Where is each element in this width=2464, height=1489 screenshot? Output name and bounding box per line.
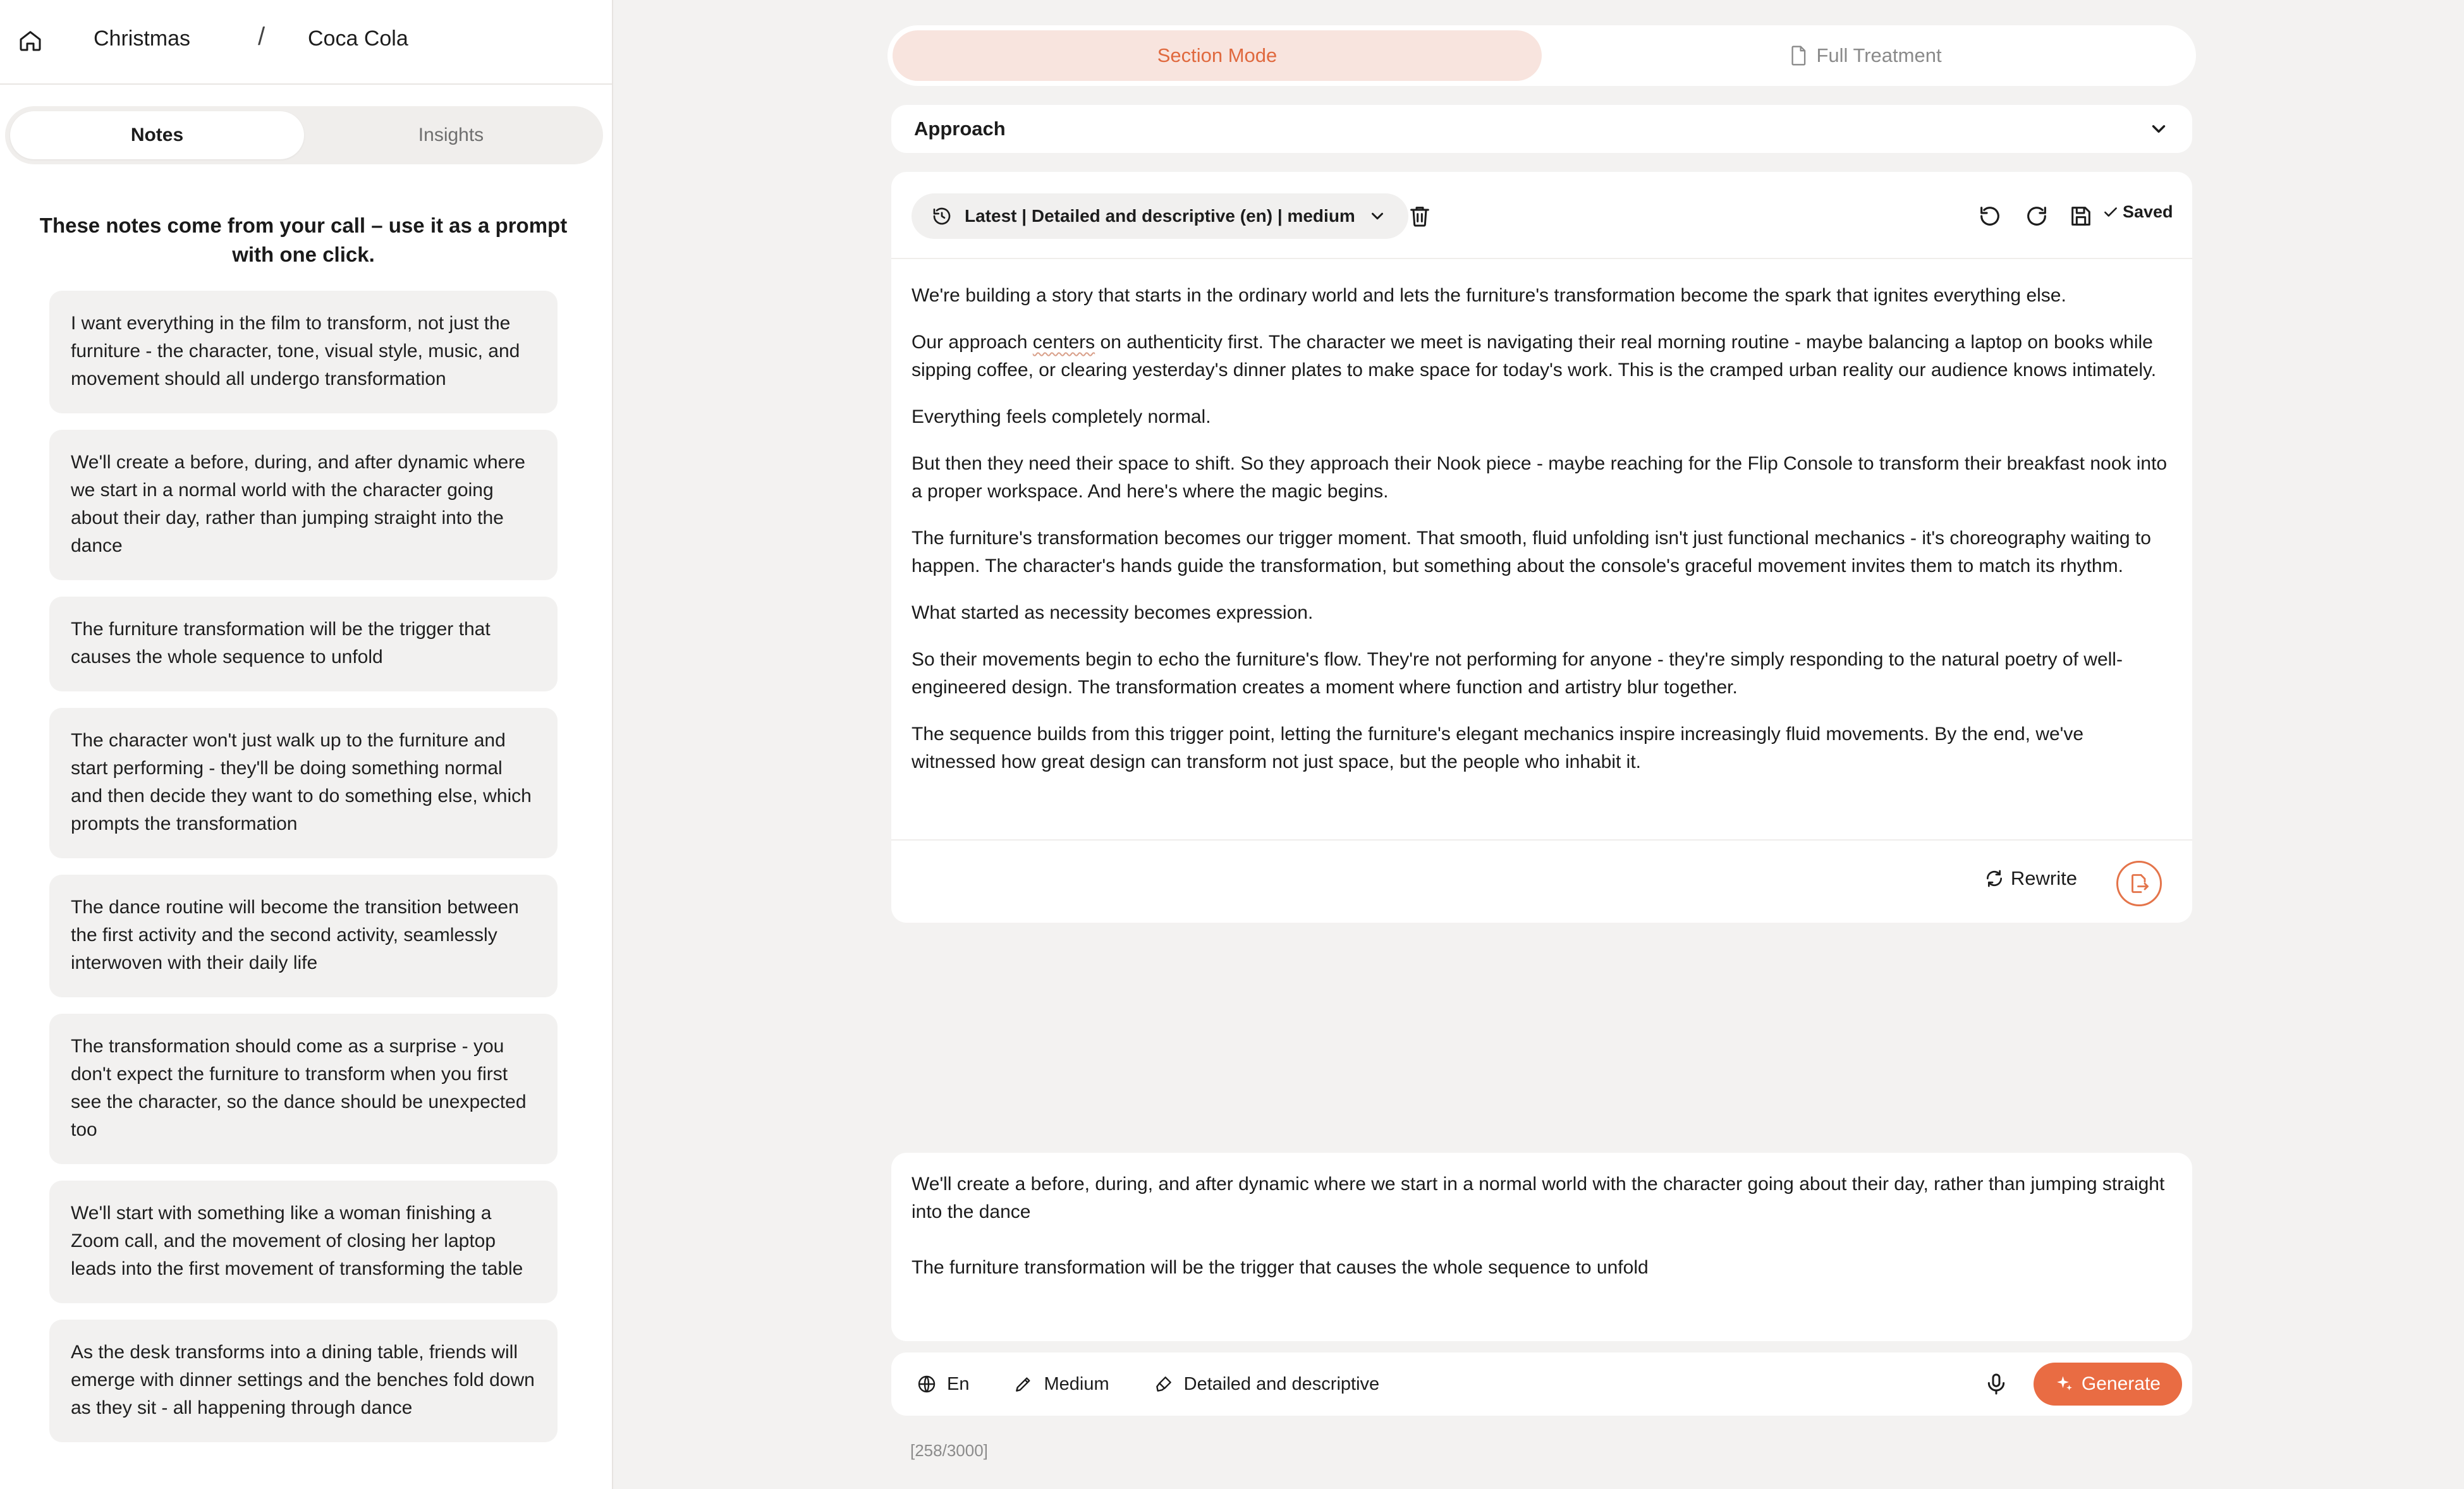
prompt-input[interactable] — [891, 1153, 2192, 1341]
editor-paragraph: We're building a story that starts in the ordinary world and lets the furniture's transformation become the spark that ignites everything else. — [912, 285, 2066, 306]
length-label: Medium — [1044, 1373, 1109, 1394]
version-dropdown[interactable] — [912, 193, 1408, 239]
chevron-down-icon — [1368, 207, 1387, 226]
style-label: Detailed and descriptive — [1183, 1373, 1380, 1394]
notes-intro: These notes come from your call – use it as a prompt with one click. — [39, 214, 568, 266]
note-card[interactable]: As the desk transforms into a dining table, friends will emerge with dinner settings and the benches fold down as they sit - all happening through dance — [49, 1320, 558, 1442]
editor-paragraph: What started as necessity becomes expression. — [912, 602, 1314, 623]
language-label: En — [947, 1373, 970, 1394]
length-selector[interactable] — [1013, 1374, 1109, 1395]
sparkle-icon — [2055, 1375, 2074, 1394]
note-card[interactable]: The furniture transformation will be the trigger that causes the whole sequence to unfold — [49, 597, 558, 691]
refresh-icon — [1984, 868, 2004, 889]
mode-switcher — [887, 25, 2196, 86]
editor-paragraph: But then they need their space to shift. So they approach their Nook piece - maybe reaching for the Flip Console to transform their breakfast nook into a proper workspace. And here's where the magic begins. — [912, 453, 2168, 502]
breadcrumb-separator: / — [258, 23, 265, 51]
check-icon — [2102, 204, 2119, 221]
trash-icon[interactable] — [1407, 204, 1432, 229]
text-editor — [891, 172, 2192, 923]
save-icon[interactable] — [2068, 204, 2094, 229]
section-mode-tab[interactable] — [893, 30, 1542, 81]
tab-notes[interactable]: Notes — [10, 111, 304, 159]
editor-toolbar — [891, 172, 2192, 259]
sidebar — [0, 0, 613, 1489]
tab-insights[interactable]: Insights — [418, 125, 484, 145]
full-treatment-tab[interactable] — [1542, 30, 2191, 81]
editor-paragraph: The furniture's transformation becomes our trigger moment. That smooth, fluid unfolding isn't just functional mechanics - it's choreography waiting to happen. The character's hands guide the transformation, but something about the console's graceful movement invites them to match its rhythm. — [912, 528, 2151, 576]
generate-button[interactable] — [2034, 1363, 2182, 1406]
saved-label: Saved — [2123, 202, 2173, 221]
editor-paragraph: So their movements begin to echo the furniture's flow. They're not performing for anyone - they're simply responding to the natural poetry of well-engineered design. The transformation creates a moment where function and artistry blur together. — [912, 649, 2123, 698]
section-mode-label: Section Mode — [1157, 44, 1278, 66]
note-card[interactable]: The dance routine will become the transition between the first activity and the second activity, seamlessly interwoven with their daily life — [49, 875, 558, 997]
editor-paragraph: Everything feels completely normal. — [912, 406, 1211, 427]
language-selector[interactable] — [917, 1374, 969, 1395]
pencil-icon — [1013, 1374, 1034, 1394]
section-dropdown-value: Approach — [914, 118, 1006, 140]
note-card[interactable]: The transformation should come as a surprise - you don't expect the furniture to transform when you first see the character, so the dance should be unexpected too — [49, 1014, 558, 1164]
prompt-line: We'll create a before, during, and after dynamic where we start in a normal world with the character going about their day, rather than jumping straight into the dance — [912, 1174, 2165, 1222]
breadcrumb-project[interactable]: Christmas — [94, 27, 191, 51]
editor-paragraph: The sequence builds from this trigger point, letting the furniture's elegant mechanics inspire increasingly fluid movements. By the end, we've witnessed how great design can transform not just space, but the people who inhabit it. — [912, 724, 2084, 772]
style-selector[interactable] — [1154, 1374, 1380, 1395]
breadcrumb — [0, 0, 612, 85]
microphone-icon[interactable] — [1984, 1371, 2009, 1397]
spellcheck-word[interactable]: centers — [1032, 332, 1095, 353]
character-counter: [258/3000] — [910, 1441, 988, 1460]
export-button[interactable] — [2116, 861, 2162, 906]
redo-icon[interactable] — [2024, 204, 2049, 229]
breadcrumb-client[interactable]: Coca Cola — [308, 27, 408, 51]
generation-controls — [891, 1352, 2192, 1416]
paragraph-text: Our approach — [912, 332, 1033, 353]
export-document-icon — [2128, 872, 2150, 895]
globe-icon — [917, 1374, 937, 1394]
undo-icon[interactable] — [1977, 204, 2003, 229]
notes-list — [49, 291, 558, 1459]
editor-paragraph — [912, 329, 2172, 384]
sidebar-tabs — [5, 106, 603, 164]
document-icon — [1791, 46, 1807, 66]
chevron-down-icon — [2148, 118, 2169, 140]
generate-label: Generate — [2081, 1373, 2161, 1394]
note-card[interactable]: We'll create a before, during, and after dynamic where we start in a normal world with the character going about their day, rather than jumping straight into the dance — [49, 430, 558, 580]
saved-status — [2102, 202, 2173, 222]
version-label: Latest | Detailed and descriptive (en) | medium — [965, 206, 1355, 226]
rewrite-button[interactable] — [1984, 867, 2077, 890]
history-icon — [932, 206, 952, 226]
paragraph-text: on authenticity first. The character we meet is navigating their real morning routine - maybe balancing a laptop on books while sipping coffee, or clearing yesterday's dinner plates to make space for today's work. This is the cramped urban reality our audience knows intimately. — [912, 332, 2157, 380]
note-card[interactable]: The character won't just walk up to the furniture and start performing - they'll be doing something normal and then decide they want to do something else, which prompts the transformation — [49, 708, 558, 858]
note-card[interactable]: We'll start with something like a woman finishing a Zoom call, and the movement of closing her laptop leads into the first movement of transforming the table — [49, 1181, 558, 1303]
note-card[interactable]: I want everything in the film to transform, not just the furniture - the character, tone, visual style, music, and movement should all undergo transformation — [49, 291, 558, 413]
editor-content[interactable] — [891, 259, 2192, 776]
section-dropdown[interactable] — [891, 105, 2192, 153]
home-icon[interactable] — [18, 28, 43, 53]
rewrite-label: Rewrite — [2010, 867, 2077, 889]
editor-footer — [891, 839, 2192, 923]
prompt-line: The furniture transformation will be the trigger that causes the whole sequence to unfold — [912, 1257, 1649, 1278]
full-treatment-label: Full Treatment — [1816, 44, 1942, 66]
brush-icon — [1154, 1374, 1174, 1394]
